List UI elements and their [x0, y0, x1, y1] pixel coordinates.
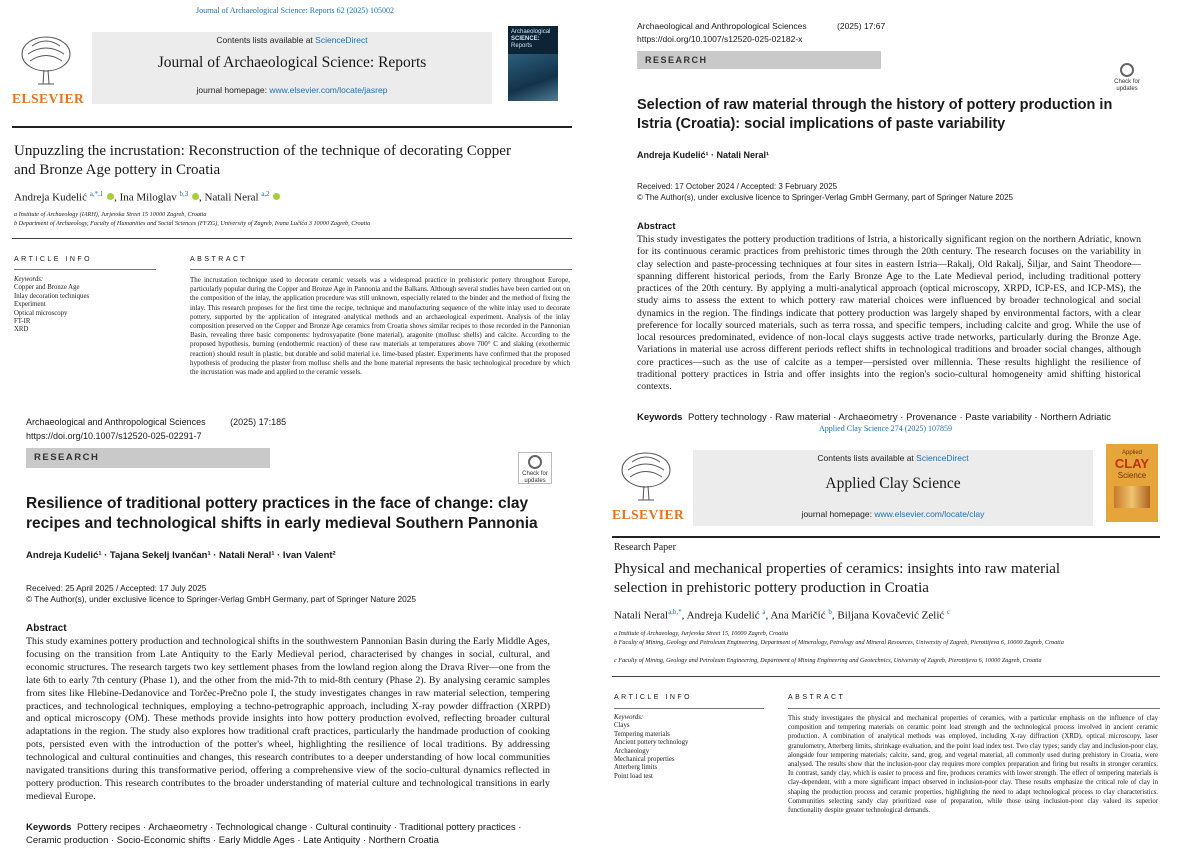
author-name[interactable]: Natali Neral [614, 609, 669, 622]
keywords-block [614, 714, 774, 781]
abstract-rule [190, 269, 572, 270]
publisher-name: ELSEVIER [12, 91, 85, 106]
section-label: RESEARCH [637, 51, 881, 69]
author-affiliation-marker[interactable]: a,b,* [668, 608, 682, 616]
author-affiliation-marker[interactable]: a,2 [261, 190, 270, 198]
author-affiliation-marker[interactable]: b [828, 608, 832, 616]
affiliation-2: b Department of Archaeology, Faculty of Humanities and Social Sciences (FFZG), University of Zagreb, Ivana Lučića 3 10000 Zagreb, Croatia [14, 220, 371, 227]
article-jasrep [0, 0, 590, 415]
homepage-link[interactable]: www.elsevier.com/locate/jasrep [269, 85, 388, 95]
section-label: RESEARCH [26, 448, 270, 468]
homepage-prefix: journal homepage: [196, 85, 270, 95]
author-list: Andreja Kudelić¹ · Tajana Sekelj Ivančan¹ · Natali Neral¹ · Ivan Valent² [26, 550, 336, 561]
abstract-text: This study investigates the pottery production traditions of Istria, a historically significant region on the northern Adriatic, known for its continuous ceramic practices from prehistoric times through the 20th century. The research focuses on the variability in clay selection and paste-processing techniques at four sites in eastern Istria—Rakalj, Old Rakalj, Šiljar, and Saint Theodore—spanning different historical periods, from the Early Bronze Age to the Late Medieval period, including traditional pottery practices of the 20th century. By applying a multi-analytical approach (optical microscopy, XRPD, ICP-ES, and ICP-MS), the study aims to assess the extent to which pottery raw material choices were influenced by broader technological and social dynamics in the region. The findings indicate that pottery production was largely shaped by environmental factors, with a clear preference for locally sourced materials, such as terra rossa, and specific tempers, including calcite and grog. While the use of local resources predominated, evidence of non-local clays suggests active trade networks, particularly during the Bronze Age. Variations in material use across different periods reflect shifts in technological traditions and broader social changes, although core practices—such as the use of calcite as a temper—persisted over millennia. These results highlight the resilience of traditional pottery practices in Istria and offer insights into the region's socio-cultural homogeneity amid shifting historical contexts. [637, 234, 1141, 392]
keyword-item: Experiment [14, 301, 46, 309]
article-aas-185 [0, 412, 590, 855]
author-affiliation-marker[interactable]: c [947, 608, 951, 616]
orcid-icon[interactable] [192, 193, 199, 200]
abstract-rule [788, 708, 1160, 709]
journal-reference[interactable]: Applied Clay Science 274 (2025) 107859 [818, 424, 953, 433]
homepage-line [92, 85, 492, 95]
article-title: Selection of raw material through the history of pottery production in Istria (Croatia): social implications of paste variability [637, 97, 1113, 132]
journal-line [637, 20, 1037, 32]
keyword-item: Archaeology [614, 747, 650, 755]
article-title: Resilience of traditional pottery practices in the face of change: clay recipes and technological shifts in early medieval Southern Pannonia [26, 495, 538, 532]
author-name[interactable]: Biljana Kovačević Zelić [837, 609, 945, 622]
elsevier-logo [612, 450, 685, 523]
keyword-item: XRD [14, 326, 29, 334]
contents-prefix: Contents lists available at [216, 35, 316, 45]
cover-line-2: SCIENCE: [511, 36, 540, 42]
author-list: Natali Neral$^{a,b,*}$, Andreja Kudelić $^a$, Ana Maričić $^b$, Biljana Kovačević Zelić $^c$ [614, 608, 951, 622]
doi-link[interactable]: https://doi.org/10.1007/s12520-025-02182-x [637, 34, 803, 44]
received-dates: Received: 17 October 2024 / Accepted: 3 February 2025 [637, 182, 838, 191]
keyword-item: Clays [614, 722, 630, 730]
doi-link[interactable]: https://doi.org/10.1007/s12520-025-02291-7 [26, 431, 202, 441]
article-title: Unpuzzling the incrustation: Reconstruction of the technique of decorating Copper and Bronze Age pottery in Croatia [14, 143, 511, 178]
keyword-item: FT-IR [14, 318, 31, 326]
journal-name: Archaeological and Anthropological Sciences [637, 21, 807, 31]
check-updates-label: Check for updates [522, 471, 548, 484]
check-updates-icon [528, 455, 542, 469]
keywords-list: Pottery technology · Raw material · Archaeometry · Provenance · Paste variability · Northern Adriatic [688, 412, 1111, 423]
journal-reference[interactable]: Journal of Archaeological Science: Reports 62 (2025) 105002 [196, 6, 394, 15]
cover-line-1: Applied [1121, 450, 1142, 456]
author-affiliation-marker[interactable]: b,3 [179, 190, 189, 198]
copyright-line: © The Author(s), under exclusive licence to Springer-Verlag GmbH Germany, part of Springer Nature 2025 [26, 594, 416, 604]
homepage-prefix: journal homepage: [801, 509, 875, 519]
article-aas-67 [590, 0, 1181, 430]
received-dates: Received: 25 April 2025 / Accepted: 17 July 2025 [26, 583, 207, 593]
journal-banner [92, 32, 492, 104]
info-rule [614, 708, 764, 709]
orcid-icon[interactable] [273, 193, 280, 200]
author-list: Andreja Kudelić¹ · Natali Neral¹ [637, 150, 770, 160]
cover-line-1: Archaeological [511, 29, 551, 35]
sciencedirect-link[interactable]: ScienceDirect [315, 35, 368, 45]
header-rule [612, 536, 1160, 538]
keyword-item: Point load test [614, 772, 653, 780]
cover-line-3: Reports [511, 43, 533, 49]
keyword-item: Inlay decoration techniques [14, 292, 90, 300]
author-name[interactable]: Andreja Kudelić [14, 191, 87, 204]
elsevier-tree-icon [18, 34, 74, 86]
volume: (2025) 17:185 [230, 417, 287, 427]
article-info-heading: ARTICLE INFO [614, 694, 693, 701]
info-rule [14, 269, 156, 270]
abstract-text: This study investigates the physical and mechanical properties of ceramics, with a particular emphasis on the influence of clay composition and tempering materials on ceramic point load strength and the technological process involved in ancient ceramic production. A combination of analytical methods was employed, including X-ray diffraction (XRD), optical microscopy, laser granulometry, Atterberg limits, shrinkage evaluation, and the point load index test. Two clay types; sandy clay and inclusion-poor clay, alongside four tempering materials; calcite, sand, grog, and vegetal material, all commonly used during prehistory in Croatia, were analysed. The results show that the inclusion-poor clay requires more complex preparation and firing but results in stronger ceramics. In contrast, sandy clay, which is easier to process and fire, produces ceramics with lower strength. The effect of tempering materials is clay-dependent, with a more significant impact observed in inclusion-poor clay. These results emphasize the critical role of clay in shaping the production process and ceramic properties, highlighting the need to adapt technological process to clay characteristics. Communities selecting sandy clay prioritized ease of preparation, while those using inclusion-poor clay valued its superior functionality despite greater technological demands. [788, 715, 1158, 815]
check-for-updates-button[interactable] [518, 452, 552, 484]
sciencedirect-link[interactable]: ScienceDirect [916, 453, 969, 463]
author-name[interactable]: Natali Neral [204, 191, 259, 204]
journal-banner [693, 450, 1093, 526]
affiliation-rule [12, 238, 572, 239]
author-affiliation-marker[interactable]: a [762, 608, 766, 616]
contents-line [693, 453, 1093, 463]
copyright-line: © The Author(s), under exclusive licence to Springer-Verlag GmbH Germany, part of Springer Nature 2025 [637, 193, 1013, 202]
keywords-label: Keywords: [614, 714, 644, 721]
keywords-label: Keywords [26, 822, 72, 833]
keywords-list: Pottery recipes · Archaeometry · Technological change · Cultural continuity · Traditional pottery practices · Ceramic production · Socio-Economic shifts · Early Middle Ages · Late Antiquity · Northern Croatia [26, 822, 522, 846]
homepage-link[interactable]: www.elsevier.com/locate/clay [874, 509, 985, 519]
abstract-heading: ABSTRACT [788, 694, 846, 701]
affiliation-1: a Institute of Archaeology, Jurjevska Street 15, 10000 Zagreb, Croatia [614, 630, 788, 637]
cover-line-3: Science [1117, 471, 1147, 480]
article-title: Physical and mechanical properties of ceramics: insights into raw material selection in prehistoric pottery production in Croatia [614, 561, 1061, 596]
check-updates-label: Check for updates [1114, 79, 1140, 92]
journal-cover [1106, 444, 1158, 522]
contents-prefix: Contents lists available at [817, 453, 917, 463]
abstract-heading: Abstract [637, 221, 676, 232]
check-updates-icon [1120, 63, 1134, 77]
affiliation-1: a Institute of Archaeology (IARH), Jurjevska Street 15 10000 Zagreb, Croatia [14, 211, 207, 218]
keywords-label: Keywords: [14, 276, 44, 283]
header-rule [12, 126, 572, 128]
cover-line-2: CLAY [1114, 456, 1150, 471]
check-for-updates-button[interactable] [1112, 61, 1142, 91]
author-name[interactable]: Ana Maričić [770, 609, 826, 622]
keyword-item: Optical microscopy [14, 309, 68, 317]
affiliation-rule [612, 676, 1160, 677]
journal-name: Archaeological and Anthropological Sciences [26, 417, 206, 427]
affiliation-3: c Faculty of Mining, Geology and Petroleum Engineering, Department of Mining Engineering and Geotechnics, University of Zagreb, Pierottijeva 6, 10000 Zagreb, Croatia [614, 657, 1042, 664]
abstract-text: This study examines pottery production and technological shifts in the southwestern Pannonian Basin during the Early Middle Ages, focusing on the transition from Late Antiquity to the Early Medieval period, characterised by changes in social, cultural, and economic structures. The research targets two key settlement phases from the lowland region along the Drava River—one from the late 6th to early 7th century (Phase 1), and the other from the mid-7th to mid-8th century (Phase 2). By analysing ceramic samples from sites like Hlebine-Dedanovice and Torčec-Prečno pole I, the study investigates changes in raw material selection, tempering practices, and technological techniques, employing a techno-petrographic approach, including X-ray powder diffraction (XRPD) and optical microscopy (OM). These methods provide insights into how pottery production evolved, reflecting broader cultural adaptations in the region. The study also explores how traditional craft practices, particularly the handmade production of cooking pots, persisted even with the introduction of the potter's wheel, highlighting the resilience of local traditions. By addressing technological and cultural continuities and changes, this research contributes to a deeper understanding of how local communities navigated transitions during this transformative period, offering a comprehensive view of the socio-cultural dynamics reflected in pottery production. This research contributes to the broader understanding of material culture and technological transitions in early medieval Europe. [26, 636, 550, 802]
publisher-name: ELSEVIER [612, 507, 685, 522]
author-affiliation-marker[interactable]: a,*,1 [89, 190, 104, 198]
abstract-text: The incrustation technique used to decorate ceramic vessels was a widespread practice in prehistoric pottery throughout Europe, particularly popular during the Copper and Bronze Age in Pannonia and the Balkans. Although several studies have been carried out on the composition of the inlay, the application procedure was still unknown, especially related to the binder and the method of fixing the inlay. This research proposes for the first time the recipe, technique and manufacturing sequence of the white inlay used to decorate pottery, supported by the application of integrated analytical methods and an archaeological experiment. Analysis of the inlay composition preserved on the Copper and Bronze Age ceramics from Croatia shows similar recipes to those recorded in the Pannonian Basin, revealing three basic components: hydroxyapatite (bone material), aragonite (mollusc shells) and calcite. According to the proposed hypothesis, burning (endothermic reaction) of these raw materials at temperatures above 700° C and slaking (exothermic reaction) should result in plastic, but durable and solid material i.e. lime-based plaster. Experiments have confirmed that the proposed hypothesis of producing the plaster from mollusc shells and the bone material represents the basic technological procedure by which the incrustation was made and applied to the ceramic vessels. [190, 276, 570, 377]
abstract-heading: Abstract [26, 623, 67, 634]
homepage-line [693, 509, 1093, 519]
abstract-heading: ABSTRACT [190, 256, 248, 263]
affiliation-2: b Faculty of Mining, Geology and Petroleum Engineering, Department of Mineralogy, Petrology and Mineral Resources, University of Zagreb, Pierottijeva 6, 10000 Zagreb, Croatia [614, 639, 1064, 646]
article-applied-clay [590, 420, 1181, 855]
author-name[interactable]: Andreja Kudelić [686, 609, 760, 622]
elsevier-tree-icon [618, 450, 674, 502]
author-name[interactable]: Ina Miloglav [119, 191, 177, 204]
journal-title: Journal of Archaeological Science: Reports [157, 54, 427, 71]
journal-title: Applied Clay Science [825, 475, 961, 492]
keyword-item: Mechanical properties [614, 756, 675, 764]
keyword-item: Copper and Bronze Age [14, 284, 80, 292]
journal-cover [508, 26, 558, 101]
article-info-heading: ARTICLE INFO [14, 256, 93, 263]
paper-type: Research Paper [614, 542, 676, 553]
elsevier-logo [12, 34, 85, 107]
keyword-item: Tempering materials [614, 730, 670, 738]
journal-line [26, 416, 426, 428]
volume: (2025) 17:67 [837, 21, 886, 31]
keywords-block [26, 821, 550, 847]
keywords-block [14, 276, 174, 335]
keywords-label: Keywords [637, 412, 683, 423]
contents-line [92, 35, 492, 45]
keyword-item: Atterberg limits [614, 764, 658, 772]
keyword-item: Ancient pottery technology [614, 739, 689, 747]
orcid-icon[interactable] [107, 193, 114, 200]
author-list: Andreja Kudelić $^{a,*,1}$ , Ina Miloglav $^{b,3}$ , Natali Neral $^{a,2}$ [14, 190, 574, 204]
